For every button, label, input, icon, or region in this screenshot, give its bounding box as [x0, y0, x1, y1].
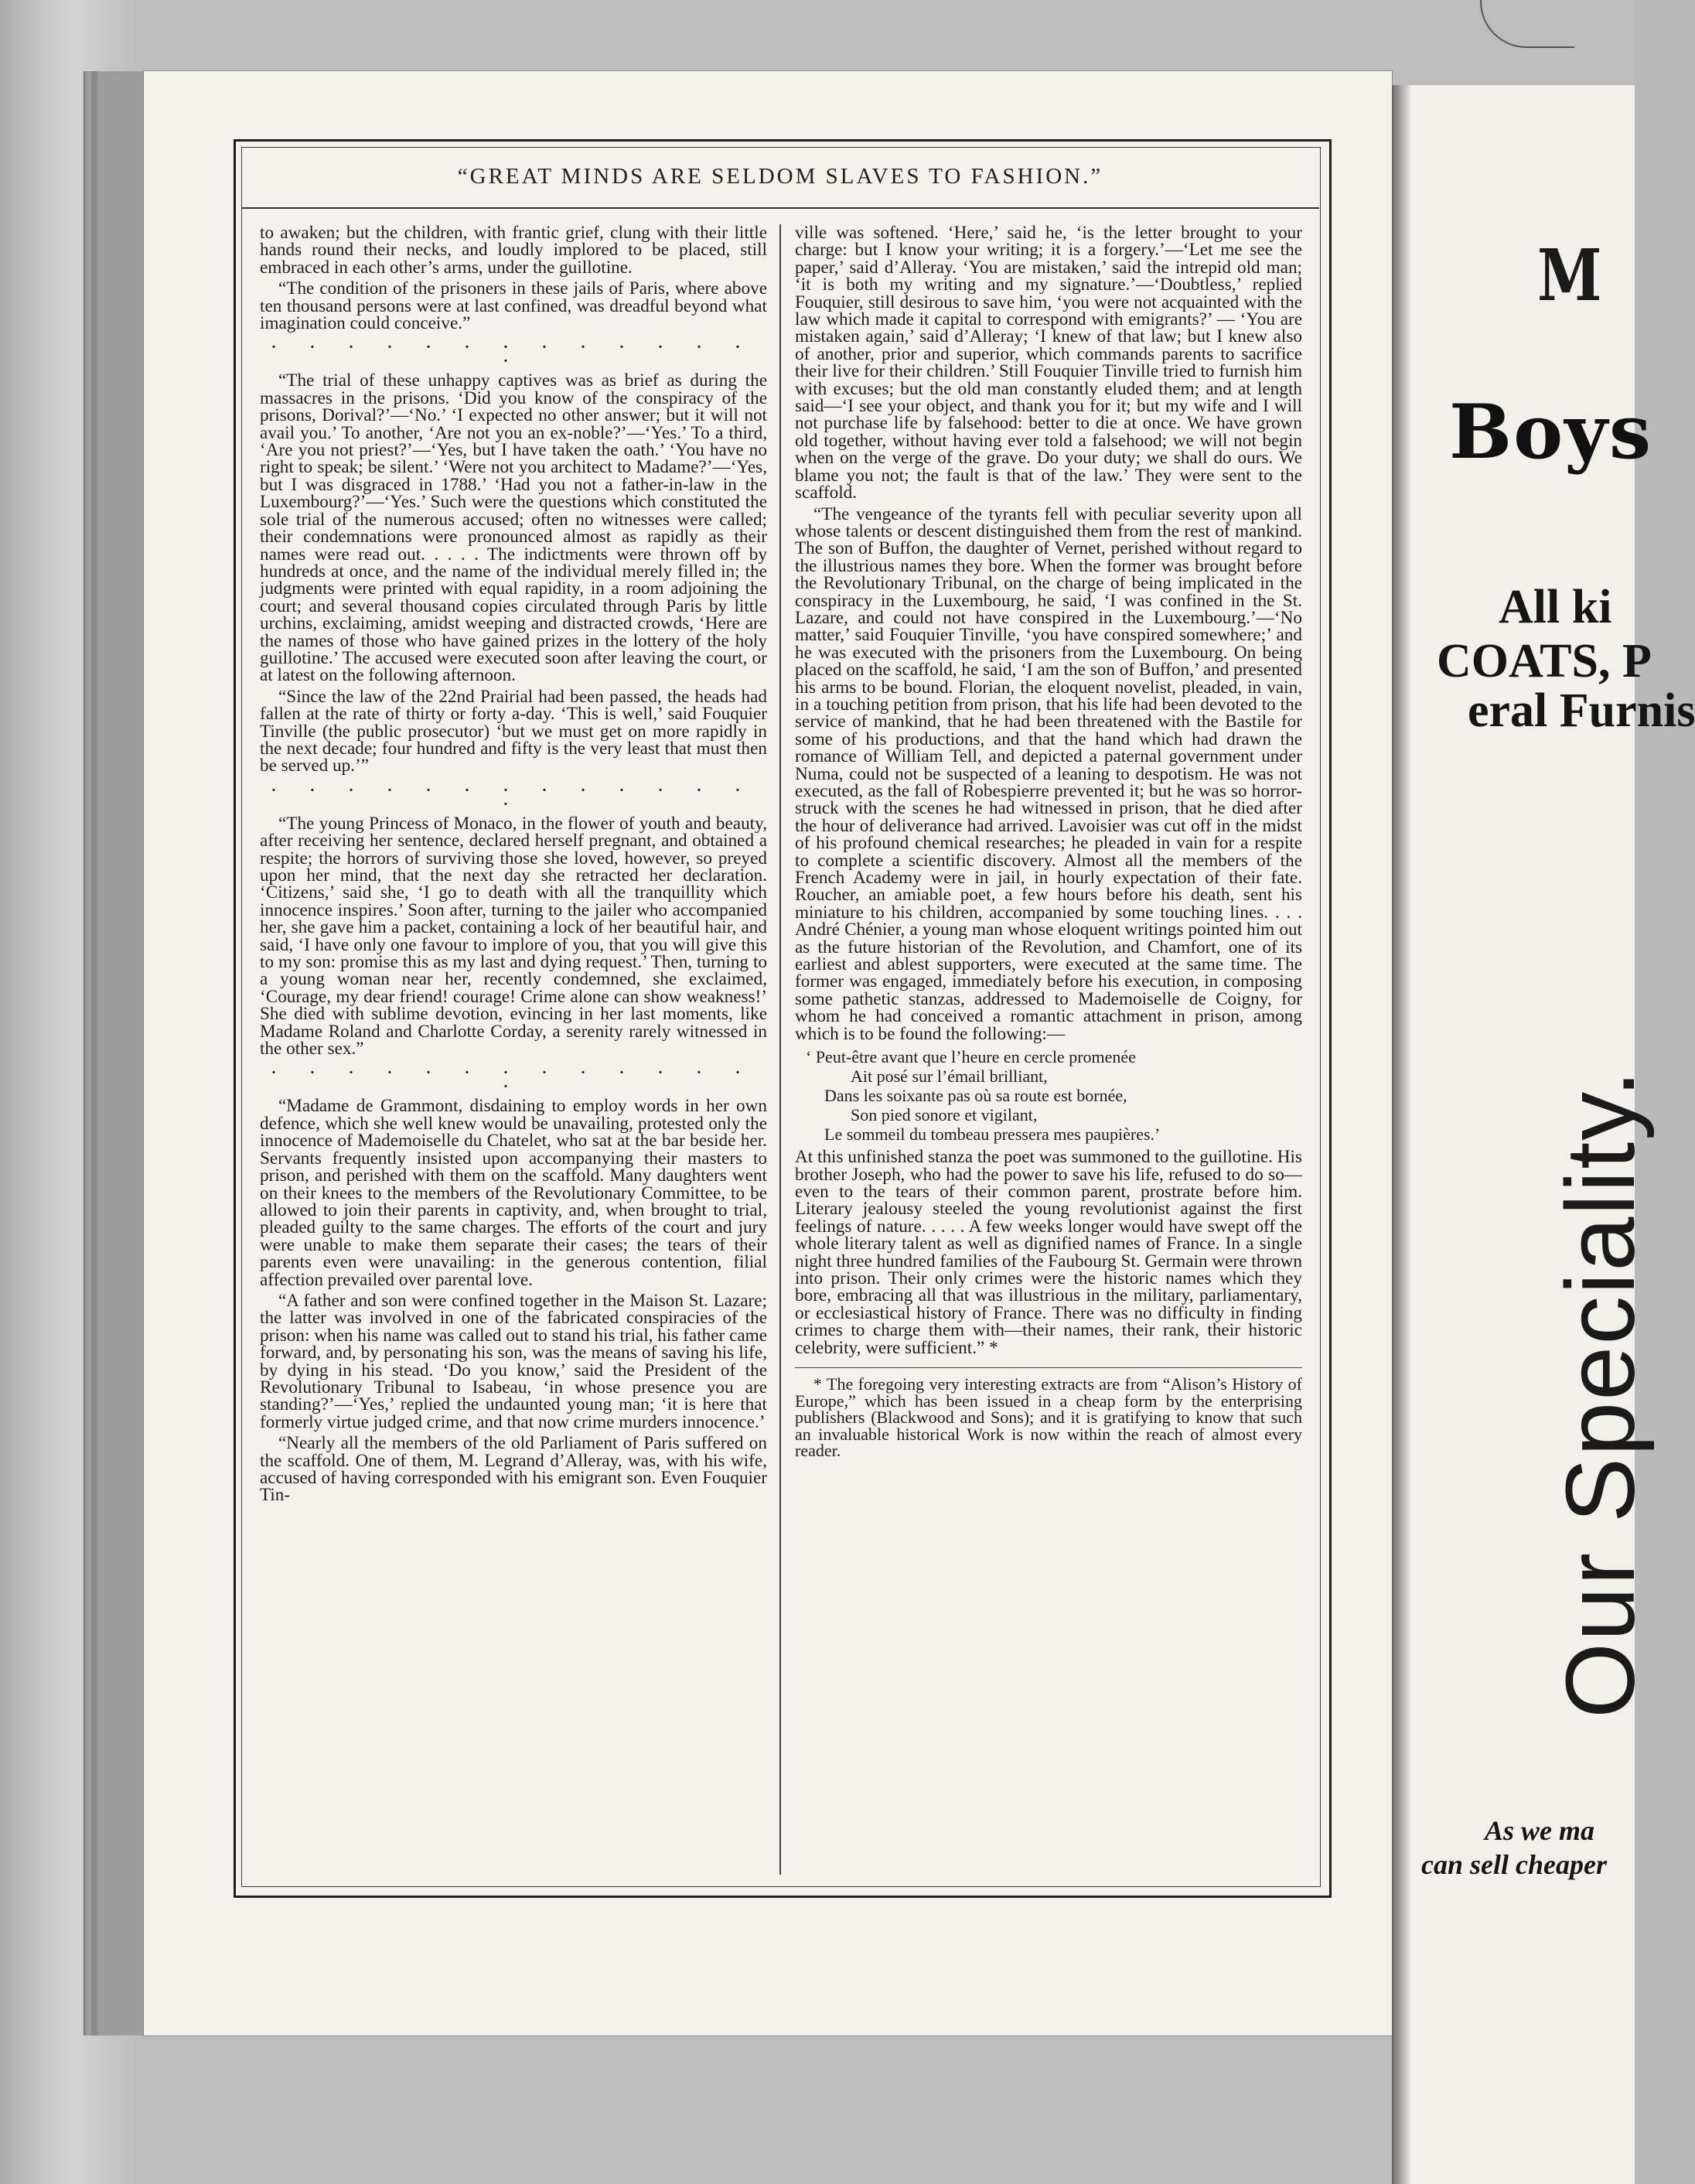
- paragraph: “Since the law of the 22nd Prairial had been passed, the heads had fallen at the rate of thirty or forty a-day. ‘This is well,’ said Fouquier Tinville (the public prosecutor) ‘but we must get on more rapidly in the next decade; four hundred and fifty is the very least that must then be served up.’”: [260, 686, 767, 776]
- french-poem-stanza: [795, 1047, 1302, 1144]
- left-column: [260, 224, 767, 1508]
- book-binding-edge: [84, 71, 147, 2036]
- ad-boys-heading: Boys: [1449, 388, 1652, 476]
- ad-footer-line-2: can sell cheaper: [1421, 1849, 1607, 1880]
- paragraph: “A father and son were confined together in the Maison St. Lazare; the latter was involved in one of the fabricated conspiracies of the prison: when his name was called out to stand his trial, his father came forward, and, by personating his son, was the means of saving his life, by dying in his stead. ‘Do you know,’ said the President of the Revolutionary Tribunal to Isabeau, ‘in whose presence you are standing?’—‘Yes,’ replied the undaunted young man; ‘it is here that formerly virtue judged crime, and that now crime murders innocence.’: [260, 1290, 767, 1432]
- paragraph: “Nearly all the members of the old Parliament of Paris suffered on the scaffold. One of them, M. Legrand d’Alleray, was, with his wife, accused of having corresponded with his emigrant son. Even Fouquier Tin-: [260, 1433, 767, 1506]
- poem-line: Ait posé sur l’émail brilliant,: [851, 1066, 1048, 1087]
- paragraph: to awaken; but the children, with frantic grief, clung with their little hands round their necks, and loudly implored to be placed, still embraced in each other’s arms, under the guillotine.: [260, 223, 767, 278]
- ad-line-1: All ki: [1499, 581, 1612, 633]
- right-column-paragraphs: [795, 224, 1302, 1043]
- footnote-rule: [795, 1367, 1302, 1369]
- poem-line: Son pied sonore et vigilant,: [851, 1105, 1038, 1125]
- paragraph: “Madame de Grammont, disdaining to employ words in her own defence, which she well knew would be unavailing, protested only the innocence of Mademoiselle du Chatelet, who sat at the bar beside her. Servants frequently insisted upon accompanying their masters to prison, and perished with them on the scaffold. Many daughters went on their knees to the members of the Revolutionary Committee, to be allowed to join their parents in captivity, and, when brought to trial, pleaded guilty to the same charges. The efforts of the court and jury were unable to make them separate their cases; the tears of their parents even were unavailing: in the generous contention, filial affection prevailed over parental love.: [260, 1096, 767, 1290]
- book-page: [144, 71, 1392, 2036]
- paragraph: “The condition of the prisoners in these jails of Paris, where above ten thousand persons were at last confined, was dreadful beyond what imagination could conceive.”: [260, 278, 767, 334]
- right-column: [795, 224, 1302, 1459]
- running-header: “GREAT MINDS ARE SELDOM SLAVES TO FASHION.”: [457, 164, 1103, 189]
- ad-line-2: COATS, P: [1437, 635, 1652, 688]
- section-break-dots: . . . . . . . . . . . . . .: [271, 777, 755, 809]
- footnote: * The foregoing very interesting extracts are from “Alison’s History of Europe,” which has been issued in a cheap form by the enterprising publishers (Blackwood and Sons); and it is gratifying to know that such an invaluable historical Work is now within the reach of almost every reader.: [795, 1374, 1302, 1461]
- poem-line: Dans les soixante pas où sa route est bornée,: [824, 1086, 1127, 1106]
- ad-footer-line-1: As we ma: [1485, 1815, 1595, 1846]
- poem-line: ‘ Peut-être avant que l’heure en cercle promenée: [806, 1047, 1136, 1067]
- gutter-shadow: [1393, 85, 1410, 2184]
- ad-heading-letter: M: [1537, 234, 1602, 317]
- paragraph: “The vengeance of the tyrants fell with peculiar severity upon all whose talents or descent distinguished them from the rest of mankind. The son of Buffon, the daughter of Vernet, perished without regard to the illustrious names they bore. When the former was brought before the Revolutionary Tribunal, on the charge of being implicated in the conspiracy in the Luxembourg, he said, ‘I was confined in the St. Lazare, and could not have conspired in the Luxembourg.’—‘No matter,’ said Fouquier Tinville, ‘you have conspired somewhere;’ and he was executed with the prisoners from the Luxembourg. On being placed on the scaffold, he said, ‘I am the son of Buffon,’ and presented his arms to be bound. Florian, the eloquent novelist, pleaded, in vain, in a touching petition from prison, that his life had been devoted to the service of mankind, that he had been threatened with the Bastile for some of his productions, and that the hand which had drawn the romance of William Tell, and depicted a paternal government under Numa, could not be suspected of a leaning to despotism. He was not executed, as the fall of Robespierre prevented it; but he was so horror-struck with the scenes he had witnessed in prison, that he died after the hour of deliverance had arrived. Lavoisier was cut off in the midst of his profound chemical researches; he pleaded in vain for a respite to complete a scientific discovery. Almost all the members of the French Academy were in jail, in hourly expectation of their fate. Roucher, an amiable poet, a few hours before his death, sent his miniature to his children, accompanied by some touching lines. . . . André Chénier, a young man whose eloquent writings pointed him out as the future historian of the Revolution, and Chamfort, one of its earliest and ablest supporters, were executed at the same time. The former was engaged, immediately before his execution, in composing some pathetic stanzas, addressed to Mademoiselle de Coigny, for whom he had conceived a romantic attachment in prison, among which is to be found the following:—: [795, 503, 1302, 1044]
- section-break-dots: . . . . . . . . . . . . . .: [271, 335, 755, 367]
- paragraph: ville was softened. ‘Here,’ said he, ‘is the letter brought to your charge: but I know your writing; it is a forgery.’—‘Let me see the paper,’ said d’Alleray. ‘You are mistaken,’ said the intrepid old man; ‘it is both my writing and my signature.’—‘Doubtless,’ replied Fouquier, still desirous to save him, ‘you were not acquainted with the law which made it capital to correspond with emigrants?’ — ‘You are mistaken again,’ said d’Alleray; ‘I knew of that law; but I knew also of another, prior and superior, which commands parents to sacrifice their live for their children.’ Still Fouquier Tinville tried to furnish him with excuses; but the old man constantly eluded them; and at length said—‘I see your object, and thank you for it; but my wife and I will not purchase life by falsehood: better to die at once. We have grown old together, without having ever told a falsehood; we will not begin when on the verge of the grave. Do your duty; we shall do ours. We blame you not; the fault is that of the law.’ They were sent to the scaffold.: [795, 223, 1302, 503]
- after-poem-paragraph: At this unfinished stanza the poet was summoned to the guillotine. His brother Joseph, who had the power to save his life, refused to do so—even to the tears of their common parent, prostrate before him. Literary jealousy steeled the young revolutionist against the first feelings of nature. . . . . A few weeks longer would have swept off the whole literary talent as well as dignified names of France. In a single night three hundred families of the Faubourg St. Germain were thrown into prison. Their only crimes were the historic names which they bore, embracing all that was illustrious in the military, parliamentary, or ecclesiastical history of France. There was no difficulty in finding crimes to charge them with—their names, their rank, their historic celebrity, were sufficient.” *: [795, 1147, 1302, 1358]
- facing-page-advertisement: [1392, 85, 1695, 2184]
- ad-vertical-speciality: Our Speciality.: [1546, 1069, 1655, 1718]
- section-break-dots: . . . . . . . . . . . . . .: [271, 1060, 755, 1092]
- poem-line: Le sommeil du tombeau pressera mes paupières.’: [824, 1124, 1161, 1145]
- ad-line-3: eral Furnis: [1468, 684, 1695, 737]
- paragraph: “The young Princess of Monaco, in the flower of youth and beauty, after receiving her sentence, declared herself pregnant, and obtained a respite; the horrors of surviving those she loved, however, so preyed upon her mind, that the next day she retracted her declaration. ‘Citizens,’ said she, ‘I go to death with all the tranquillity which innocence inspires.’ Soon after, turning to the jailer who accompanied her, she gave him a packet, containing a lock of her beautiful hair, and said, ‘I have only one favour to implore of you, that you will give this to my son: promise this as my last and dying request.’ Then, turning to a young woman near her, recently condemned, she exclaimed, ‘Courage, my dear friend! courage! Crime alone can show weakness!’ She died with sublime devotion, evincing in her last moments, like Madame Roland and Charlotte Corday, a serenity rarely witnessed in the other sex.”: [260, 813, 767, 1060]
- column-separator: [779, 224, 781, 1875]
- header-rule: [241, 207, 1319, 209]
- paragraph: “The trial of these unhappy captives was as brief as during the massacres in the prisons. ‘Did you know of the conspiracy of the prisons, Dorival?’—‘No.’ ‘I expected no other answer; but it will not avail you.’ To another, ‘Are not you an ex-noble?’—‘Yes.’ To a third, ‘Are you not priest?’—‘Yes, but I have taken the oath.’ ‘You have no right to speak; be silent.’ ‘Were not you architect to Madame?’—‘Yes, but I was disgraced in 1788.’ ‘Had you not a father-in-law in the Luxembourg?’—‘Yes.’ Such were the questions which constituted the sole trial of the numerous accused; often no witnesses were called; their condemnations were pronounced almost as rapidly as their names were read out. . . . . The indictments were thrown off by hundreds at once, and the name of the individual merely filled in; the judgments were printed with equal rapidity, in a room adjoining the court; and several thousand copies circulated through Paris by little urchins, exclaiming, amidst weeping and distracted crowds, ‘Here are the names of those who have gained prizes in the lottery of the holy guillotine.’ The accused were executed soon after leaving the court, or at latest on the following afternoon.: [260, 370, 767, 686]
